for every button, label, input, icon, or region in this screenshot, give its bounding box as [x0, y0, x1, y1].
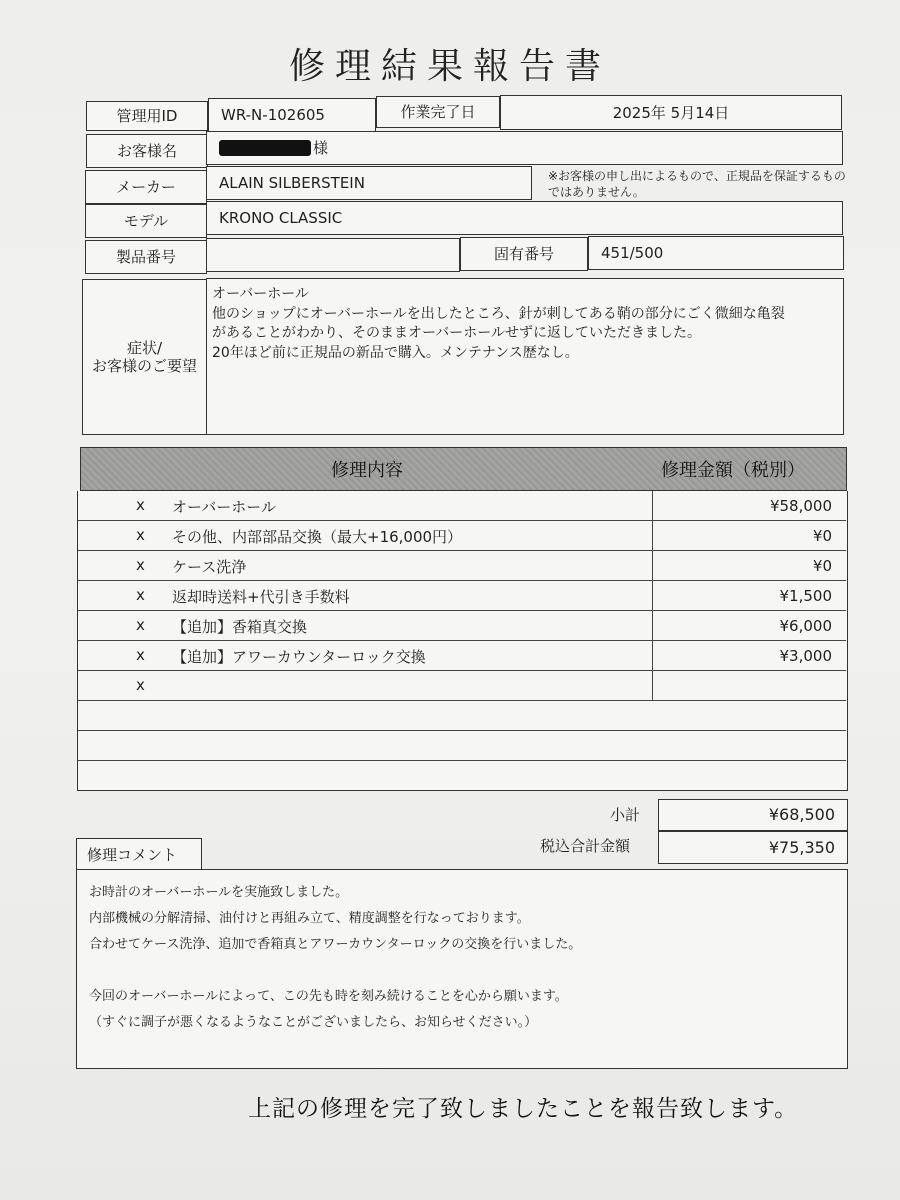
id-label: 管理用ID: [86, 101, 208, 131]
completed-value: 2025年 5月14日: [500, 95, 842, 130]
row-mark: x: [136, 646, 145, 664]
table-row: [78, 581, 846, 611]
row-mark: x: [136, 496, 145, 514]
comment-label: 修理コメント: [76, 838, 202, 870]
model-label: モデル: [85, 204, 207, 238]
table-row-empty: [78, 761, 846, 791]
customer-label: お客様名: [86, 134, 208, 168]
row-item: その他、内部部品交換（最大+16,000円）: [172, 528, 463, 546]
product-value: [206, 238, 460, 272]
col-repair-price: 修理金額（税別）: [661, 460, 805, 481]
row-mark: x: [136, 556, 145, 574]
unique-value: 451/500: [588, 236, 844, 270]
row-mark: x: [136, 526, 145, 544]
document-title: 修理結果報告書: [288, 46, 611, 87]
closing-statement: 上記の修理を完了致しましたことを報告致します。: [248, 1096, 799, 1122]
row-price: ¥1,500: [779, 587, 832, 605]
repair-table: [77, 491, 848, 791]
total-value: ¥75,350: [658, 831, 848, 864]
row-item: ケース洗浄: [172, 558, 247, 576]
row-mark: x: [136, 616, 145, 634]
row-price: ¥3,000: [779, 647, 832, 665]
symptom-text: オーバーホール 他のショップにオーバーホールを出したところ、針が刺してある鞘の部分にごく微細な亀裂 があることがわかり、そのままオーバーホールせずに返していただきました。 20年ほど前に正規品の新品で購入。メンテナンス歴なし。: [212, 286, 785, 361]
row-mark: x: [136, 676, 145, 694]
id-value: WR-N-102605: [208, 98, 376, 132]
table-row: [78, 491, 846, 521]
customer-suffix: 様: [313, 139, 329, 157]
symptom-label-line2: お客様のご要望: [91, 357, 197, 375]
customer-value: [206, 131, 843, 165]
model-value: KRONO CLASSIC: [206, 201, 843, 235]
product-label: 製品番号: [85, 240, 207, 274]
completed-label: 作業完了日: [376, 96, 500, 128]
subtotal-value: ¥68,500: [658, 799, 848, 831]
symptom-label: [82, 279, 207, 435]
col-repair-content: 修理内容: [331, 460, 403, 481]
maker-label: メーカー: [85, 170, 207, 204]
repair-table-header: [80, 447, 847, 491]
table-row: [78, 551, 846, 581]
total-label: 税込合計金額: [540, 837, 631, 855]
comment-text: お時計のオーバーホールを実施致しました。 内部機械の分解清掃、油付けと再組み立て、精度調整を行なっております。 合わせてケース洗浄、追加で香箱真とアワーカウンターロックの交換を行いました。 今回のオーバーホールによって、この先も時を刻み続けることを心から願います。 （すぐに調子が悪くなるようなことがございましたら、お知らせください。）: [89, 885, 582, 1030]
table-row: [78, 611, 846, 641]
maker-note: ※お客様の申し出によるもので、正規品を保証するものではありません。: [548, 169, 846, 199]
table-row: [78, 671, 846, 701]
table-row-empty: [78, 731, 846, 761]
row-price: ¥6,000: [779, 617, 832, 635]
comment-box: [76, 869, 848, 1069]
row-price: ¥0: [812, 557, 832, 575]
row-item: オーバーホール: [172, 498, 276, 516]
row-mark: x: [136, 586, 145, 604]
maker-value: ALAIN SILBERSTEIN: [206, 166, 532, 200]
row-price: ¥58,000: [769, 497, 832, 515]
table-row: [78, 521, 846, 551]
row-item: 【追加】香箱真交換: [172, 618, 308, 636]
subtotal-label: 小計: [610, 806, 641, 824]
symptom-label-line1: 症状/: [126, 339, 163, 357]
row-price: ¥0: [812, 527, 832, 545]
redacted-name: [219, 140, 311, 156]
table-row: [78, 641, 846, 671]
row-item: 返却時送料+代引き手数料: [172, 588, 350, 606]
table-row-empty: [78, 701, 846, 731]
row-item: 【追加】アワーカウンターロック交換: [172, 648, 426, 666]
unique-label: 固有番号: [460, 237, 588, 271]
